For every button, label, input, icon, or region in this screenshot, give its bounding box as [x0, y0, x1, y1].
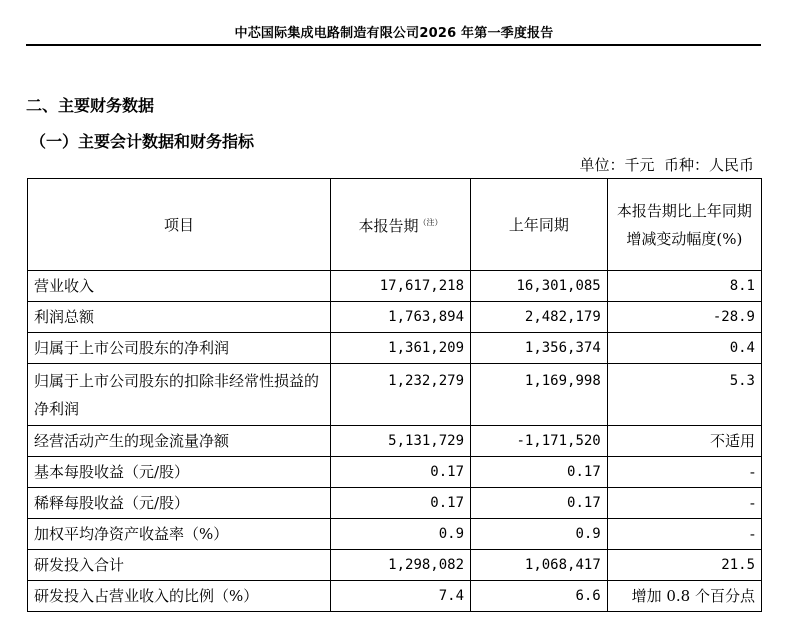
column-header-item: 项目 — [28, 179, 331, 271]
report-header-title: 中芯国际集成电路制造有限公司2026 年第一季度报告 — [234, 26, 554, 41]
cell-current: 1,763,894 — [331, 302, 471, 333]
column-header-current-label: 本报告期 — [358, 217, 419, 235]
unit-currency-line: 单位：千元 币种：人民币 — [579, 156, 754, 174]
column-header-change: 本报告期比上年同期增减变动幅度(%) — [607, 179, 761, 271]
table-row — [28, 302, 762, 333]
cell-change: 5.3 — [607, 364, 761, 426]
table-row — [28, 581, 762, 612]
cell-change: - — [607, 488, 761, 519]
cell-previous: 1,356,374 — [471, 333, 608, 364]
cell-item: 利润总额 — [28, 302, 331, 333]
cell-change: -28.9 — [607, 302, 761, 333]
cell-current: 1,232,279 — [331, 364, 471, 426]
cell-previous: 1,169,998 — [471, 364, 608, 426]
cell-item: 归属于上市公司股东的扣除非经常性损益的净利润 — [28, 364, 331, 426]
cell-previous: 1,068,417 — [471, 550, 608, 581]
table-body — [28, 271, 762, 612]
cell-previous: 6.6 — [471, 581, 608, 612]
cell-change: - — [607, 519, 761, 550]
cell-item: 归属于上市公司股东的净利润 — [28, 333, 331, 364]
table-row — [28, 271, 762, 302]
cell-current: 0.17 — [331, 457, 471, 488]
table-row — [28, 519, 762, 550]
cell-change: - — [607, 457, 761, 488]
table-row — [28, 364, 762, 426]
cell-change: 增加 0.8 个百分点 — [607, 581, 761, 612]
cell-item: 研发投入占营业收入的比例（%） — [28, 581, 331, 612]
table-row — [28, 333, 762, 364]
cell-previous: 16,301,085 — [471, 271, 608, 302]
cell-previous: 2,482,179 — [471, 302, 608, 333]
cell-current: 1,298,082 — [331, 550, 471, 581]
header-divider — [26, 44, 761, 46]
section-heading: 二、主要财务数据 — [26, 96, 155, 115]
column-header-previous: 上年同期 — [471, 179, 608, 271]
cell-current: 17,617,218 — [331, 271, 471, 302]
cell-change: 8.1 — [607, 271, 761, 302]
cell-current: 7.4 — [331, 581, 471, 612]
table-header-row — [28, 179, 762, 271]
cell-change: 21.5 — [607, 550, 761, 581]
cell-item: 基本每股收益（元/股） — [28, 457, 331, 488]
cell-change: 不适用 — [607, 426, 761, 457]
column-header-current-note: （注） — [418, 218, 443, 227]
cell-previous: 0.9 — [471, 519, 608, 550]
cell-item: 研发投入合计 — [28, 550, 331, 581]
table-row — [28, 488, 762, 519]
cell-item: 稀释每股收益（元/股） — [28, 488, 331, 519]
cell-current: 0.17 — [331, 488, 471, 519]
cell-item: 加权平均净资产收益率（%） — [28, 519, 331, 550]
financial-indicators-table — [27, 178, 762, 612]
table-row — [28, 457, 762, 488]
cell-current: 0.9 — [331, 519, 471, 550]
cell-item: 经营活动产生的现金流量净额 — [28, 426, 331, 457]
table-row — [28, 426, 762, 457]
cell-item: 营业收入 — [28, 271, 331, 302]
table-row — [28, 550, 762, 581]
cell-previous: 0.17 — [471, 457, 608, 488]
column-header-current — [331, 179, 471, 271]
subsection-heading: （一）主要会计数据和财务指标 — [30, 132, 255, 151]
cell-current: 5,131,729 — [331, 426, 471, 457]
cell-current: 1,361,209 — [331, 333, 471, 364]
cell-previous: 0.17 — [471, 488, 608, 519]
cell-change: 0.4 — [607, 333, 761, 364]
cell-previous: -1,171,520 — [471, 426, 608, 457]
